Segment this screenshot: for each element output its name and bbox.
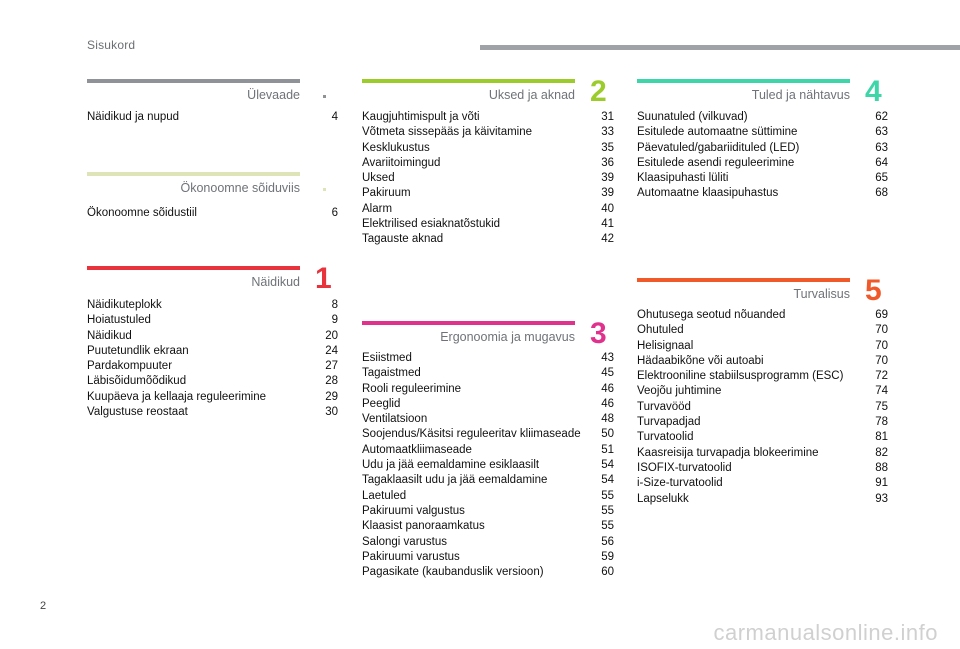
toc-entry[interactable] — [362, 519, 614, 534]
toc-entry-label: Turvapadjad — [637, 416, 701, 429]
toc-entry-page: 55 — [601, 520, 614, 533]
toc-entry[interactable] — [637, 110, 888, 125]
section-entries — [637, 308, 888, 507]
section-title: Ergonoomia ja mugavus — [440, 330, 575, 344]
toc-entry-label: Suunatuled (vilkuvad) — [637, 111, 748, 123]
toc-entry-label: Elektrilised esiaknatõstukid — [362, 218, 501, 231]
toc-entry-label: Rooli reguleerimine — [362, 382, 462, 395]
toc-entry-page: 55 — [601, 504, 614, 517]
toc-entry[interactable] — [362, 565, 614, 580]
toc-entry-label: Tagaklaasilt udu ja jää eemaldamine — [362, 474, 548, 487]
toc-entry-page: 36 — [601, 156, 614, 169]
watermark: carmanualsonline.info — [713, 620, 938, 645]
toc-entry-label: Tagaistmed — [362, 367, 421, 380]
toc-entry-page: 6 — [331, 207, 338, 219]
toc-entry[interactable] — [637, 186, 888, 201]
toc-entry[interactable] — [362, 427, 614, 442]
section-marker — [323, 95, 326, 98]
toc-entry[interactable] — [362, 382, 614, 397]
toc-entry-label: Peeglid — [362, 397, 401, 410]
toc-entry-page: 41 — [601, 218, 614, 231]
toc-entry-label: Ventilatsioon — [362, 413, 428, 426]
section-marker — [323, 188, 326, 191]
section-title: Ülevaade — [247, 88, 300, 102]
section-title: Näidikud — [251, 275, 300, 289]
toc-entry-page: 69 — [875, 309, 888, 321]
toc-entry[interactable] — [362, 458, 614, 473]
toc-entry[interactable] — [362, 202, 614, 217]
section-bar — [362, 321, 575, 325]
toc-entry[interactable] — [87, 405, 338, 420]
toc-entry[interactable] — [637, 476, 888, 491]
section-entries — [87, 110, 338, 125]
toc-entry[interactable] — [637, 308, 888, 323]
toc-entry-page: 63 — [875, 141, 888, 154]
toc-entry[interactable] — [362, 550, 614, 565]
toc-entry[interactable] — [637, 492, 888, 507]
toc-entry-page: 74 — [875, 385, 888, 398]
toc-entry[interactable] — [637, 323, 888, 338]
section-entries — [637, 110, 888, 202]
toc-entry-page: 59 — [601, 550, 614, 563]
toc-entry-label: Laetuled — [362, 489, 407, 502]
toc-entry-page: 81 — [875, 431, 888, 444]
toc-entry-label: Pakiruumi varustus — [362, 550, 460, 563]
toc-entry[interactable] — [362, 186, 614, 201]
section-entries — [87, 206, 338, 221]
toc-entry-page: 64 — [875, 156, 888, 169]
toc-entry-label: Alarm — [362, 202, 393, 215]
toc-entry[interactable] — [362, 232, 614, 247]
toc-entry-page: 46 — [601, 397, 614, 410]
toc-entry-label: Elektrooniline stabiilsusprogramm (ESC) — [637, 370, 844, 383]
toc-entry-page: 88 — [875, 461, 888, 474]
toc-entry-label: Salongi varustus — [362, 535, 448, 548]
toc-entry[interactable] — [87, 359, 338, 374]
toc-entry[interactable] — [87, 298, 338, 313]
toc-entry[interactable] — [637, 354, 888, 369]
toc-entry[interactable] — [637, 384, 888, 399]
toc-entry[interactable] — [362, 171, 614, 186]
toc-entry[interactable] — [87, 374, 338, 389]
toc-entry-label: Võtmeta sissepääs ja käivitamine — [362, 126, 533, 139]
toc-entry-page: 56 — [601, 535, 614, 548]
section-bar — [87, 79, 300, 83]
section-entries — [362, 110, 614, 248]
toc-entry[interactable] — [637, 446, 888, 461]
toc-entry-page: 24 — [325, 344, 338, 357]
toc-entry-page: 8 — [331, 299, 338, 311]
toc-entry-page: 55 — [601, 489, 614, 502]
toc-entry-label: Avariitoimingud — [362, 156, 441, 169]
toc-entry-page: 70 — [875, 354, 888, 367]
toc-entry[interactable] — [362, 443, 614, 458]
header-title: Sisukord — [87, 38, 136, 52]
toc-entry-page: 65 — [875, 172, 888, 185]
toc-entry-label: Näidikud — [87, 329, 132, 342]
toc-entry-label: Udu ja jää eemaldamine esiklaasilt — [362, 459, 540, 472]
toc-entry-label: Kaasreisija turvapadja blokeerimine — [637, 446, 819, 459]
header-bar — [480, 45, 960, 50]
toc-entry-page: 60 — [601, 566, 614, 579]
toc-entry-label: Soojendus/Käsitsi reguleeritav kliimaseade — [362, 428, 581, 441]
toc-entry-page: 30 — [325, 406, 338, 419]
toc-entry-label: Näidikuteplokk — [87, 299, 162, 311]
toc-entry[interactable] — [637, 415, 888, 430]
toc-entry-page: 72 — [875, 370, 888, 383]
toc-entry-label: i-Size-turvatoolid — [637, 477, 723, 490]
toc-entry-label: Esitulede asendi reguleerimine — [637, 156, 795, 169]
section-entries — [362, 351, 614, 580]
toc-entry-label: Ohutusega seotud nõuanded — [637, 309, 786, 321]
toc-entry[interactable] — [637, 171, 888, 186]
toc-entry-page: 75 — [875, 400, 888, 413]
toc-entry-label: Uksed — [362, 172, 395, 185]
toc-entry-page: 62 — [875, 111, 888, 123]
toc-entry[interactable] — [87, 390, 338, 405]
section-bar — [87, 266, 300, 270]
toc-entry-page: 78 — [875, 416, 888, 429]
toc-entry-label: Esitulede automaatne süttimine — [637, 126, 798, 139]
toc-entry-label: Pakiruum — [362, 187, 411, 200]
toc-entry[interactable] — [362, 366, 614, 381]
toc-entry[interactable] — [87, 344, 338, 359]
section-number: 2 — [590, 75, 607, 108]
toc-entry[interactable] — [637, 461, 888, 476]
toc-entry-page: 91 — [875, 477, 888, 490]
toc-entry-page: 68 — [875, 187, 888, 200]
toc-entry-page: 39 — [601, 187, 614, 200]
toc-entry-label: Ökonoomne sõidustiil — [87, 207, 197, 219]
toc-entry-page: 29 — [325, 390, 338, 403]
section-bar — [637, 278, 850, 282]
toc-entry-page: 70 — [875, 324, 888, 337]
toc-entry[interactable] — [637, 141, 888, 156]
toc-entry[interactable] — [637, 400, 888, 415]
toc-entry[interactable] — [362, 141, 614, 156]
toc-entry-label: Ohutuled — [637, 324, 684, 337]
toc-entry-label: Päevatuled/gabariidituled (LED) — [637, 141, 800, 154]
toc-entry-label: Tagauste aknad — [362, 233, 444, 246]
toc-entry-label: Automaatne klaasipuhastus — [637, 187, 779, 200]
toc-entry-page: 46 — [601, 382, 614, 395]
section-entries — [87, 298, 338, 420]
toc-entry-page: 35 — [601, 141, 614, 154]
toc-entry-label: Pardakompuuter — [87, 360, 173, 373]
toc-entry[interactable] — [362, 125, 614, 140]
toc-entry-page: 28 — [325, 375, 338, 388]
toc-entry-label: Turvatoolid — [637, 431, 694, 444]
toc-entry-page: 70 — [875, 339, 888, 352]
toc-entry[interactable] — [637, 125, 888, 140]
toc-entry-label: Klaasipuhasti lüliti — [637, 172, 729, 185]
toc-entry-label: Kuupäeva ja kellaaja reguleerimine — [87, 390, 267, 403]
toc-entry[interactable] — [362, 473, 614, 488]
toc-entry-page: 54 — [601, 474, 614, 487]
section-title: Ökonoomne sõiduviis — [180, 181, 300, 195]
page-number: 2 — [40, 600, 47, 612]
toc-entry[interactable] — [362, 535, 614, 550]
toc-entry[interactable] — [637, 369, 888, 384]
toc-entry[interactable] — [362, 504, 614, 519]
toc-entry-page: 33 — [601, 126, 614, 139]
toc-entry-label: Lapselukk — [637, 492, 689, 505]
toc-entry-label: Klaasist panoraamkatus — [362, 520, 485, 533]
toc-entry[interactable] — [637, 156, 888, 171]
toc-entry-page: 51 — [601, 443, 614, 456]
section-number: 3 — [590, 317, 607, 350]
toc-entry[interactable] — [87, 206, 338, 221]
toc-entry-label: Pakiruumi valgustus — [362, 504, 465, 517]
toc-entry-label: Helisignaal — [637, 339, 694, 352]
toc-entry[interactable] — [362, 156, 614, 171]
toc-entry[interactable] — [87, 110, 338, 125]
toc-entry-label: Esiistmed — [362, 352, 412, 364]
toc-entry-page: 40 — [601, 202, 614, 215]
toc-entry-label: Automaatkliimaseade — [362, 443, 472, 456]
toc-entry-page: 39 — [601, 172, 614, 185]
toc-entry-page: 54 — [601, 459, 614, 472]
toc-entry-label: ISOFIX-turvatoolid — [637, 461, 732, 474]
section-title: Uksed ja aknad — [488, 88, 575, 102]
toc-entry-label: Kesklukustus — [362, 141, 430, 154]
toc-entry-label: Kaugjuhtimispult ja võti — [362, 111, 480, 123]
toc-entry-label: Pagasikate (kaubanduslik versioon) — [362, 566, 544, 579]
section-title: Turvalisus — [793, 287, 850, 301]
section-bar — [87, 172, 300, 176]
section-number: 4 — [865, 75, 882, 108]
section-bar — [637, 79, 850, 83]
toc-entry-label: Hoiatustuled — [87, 314, 151, 327]
toc-entry[interactable] — [637, 430, 888, 445]
toc-entry-label: Valgustuse reostaat — [87, 406, 188, 419]
toc-entry[interactable] — [362, 217, 614, 232]
toc-entry-page: 48 — [601, 413, 614, 426]
toc-entry-page: 31 — [601, 111, 614, 123]
toc-entry-page: 4 — [331, 111, 338, 123]
toc-entry-page: 82 — [875, 446, 888, 459]
toc-entry-page: 50 — [601, 428, 614, 441]
toc-entry[interactable] — [362, 412, 614, 427]
toc-entry[interactable] — [87, 329, 338, 344]
toc-entry-page: 9 — [331, 314, 338, 327]
toc-entry[interactable] — [362, 489, 614, 504]
toc-entry[interactable] — [362, 351, 614, 366]
toc-entry-label: Läbisõidumõõdikud — [87, 375, 187, 388]
toc-entry-label: Veojõu juhtimine — [637, 385, 722, 398]
section-title: Tuled ja nähtavus — [751, 88, 850, 102]
toc-entry-page: 27 — [325, 360, 338, 373]
toc-entry-page: 43 — [601, 352, 614, 364]
toc-entry[interactable] — [362, 397, 614, 412]
toc-entry-page: 93 — [875, 492, 888, 505]
toc-entry-page: 45 — [601, 367, 614, 380]
toc-entry-page: 63 — [875, 126, 888, 139]
toc-entry-label: Näidikud ja nupud — [87, 111, 180, 123]
section-number: 1 — [315, 262, 332, 295]
toc-entry[interactable] — [87, 313, 338, 328]
section-bar — [362, 79, 575, 83]
toc-entry[interactable] — [362, 110, 614, 125]
toc-entry[interactable] — [637, 339, 888, 354]
toc-entry-label: Hädaabikõne või autoabi — [637, 354, 764, 367]
toc-entry-label: Puutetundlik ekraan — [87, 344, 189, 357]
toc-entry-label: Turvavööd — [637, 400, 691, 413]
toc-entry-page: 20 — [325, 329, 338, 342]
toc-entry-page: 42 — [601, 233, 614, 246]
section-number: 5 — [865, 274, 882, 307]
